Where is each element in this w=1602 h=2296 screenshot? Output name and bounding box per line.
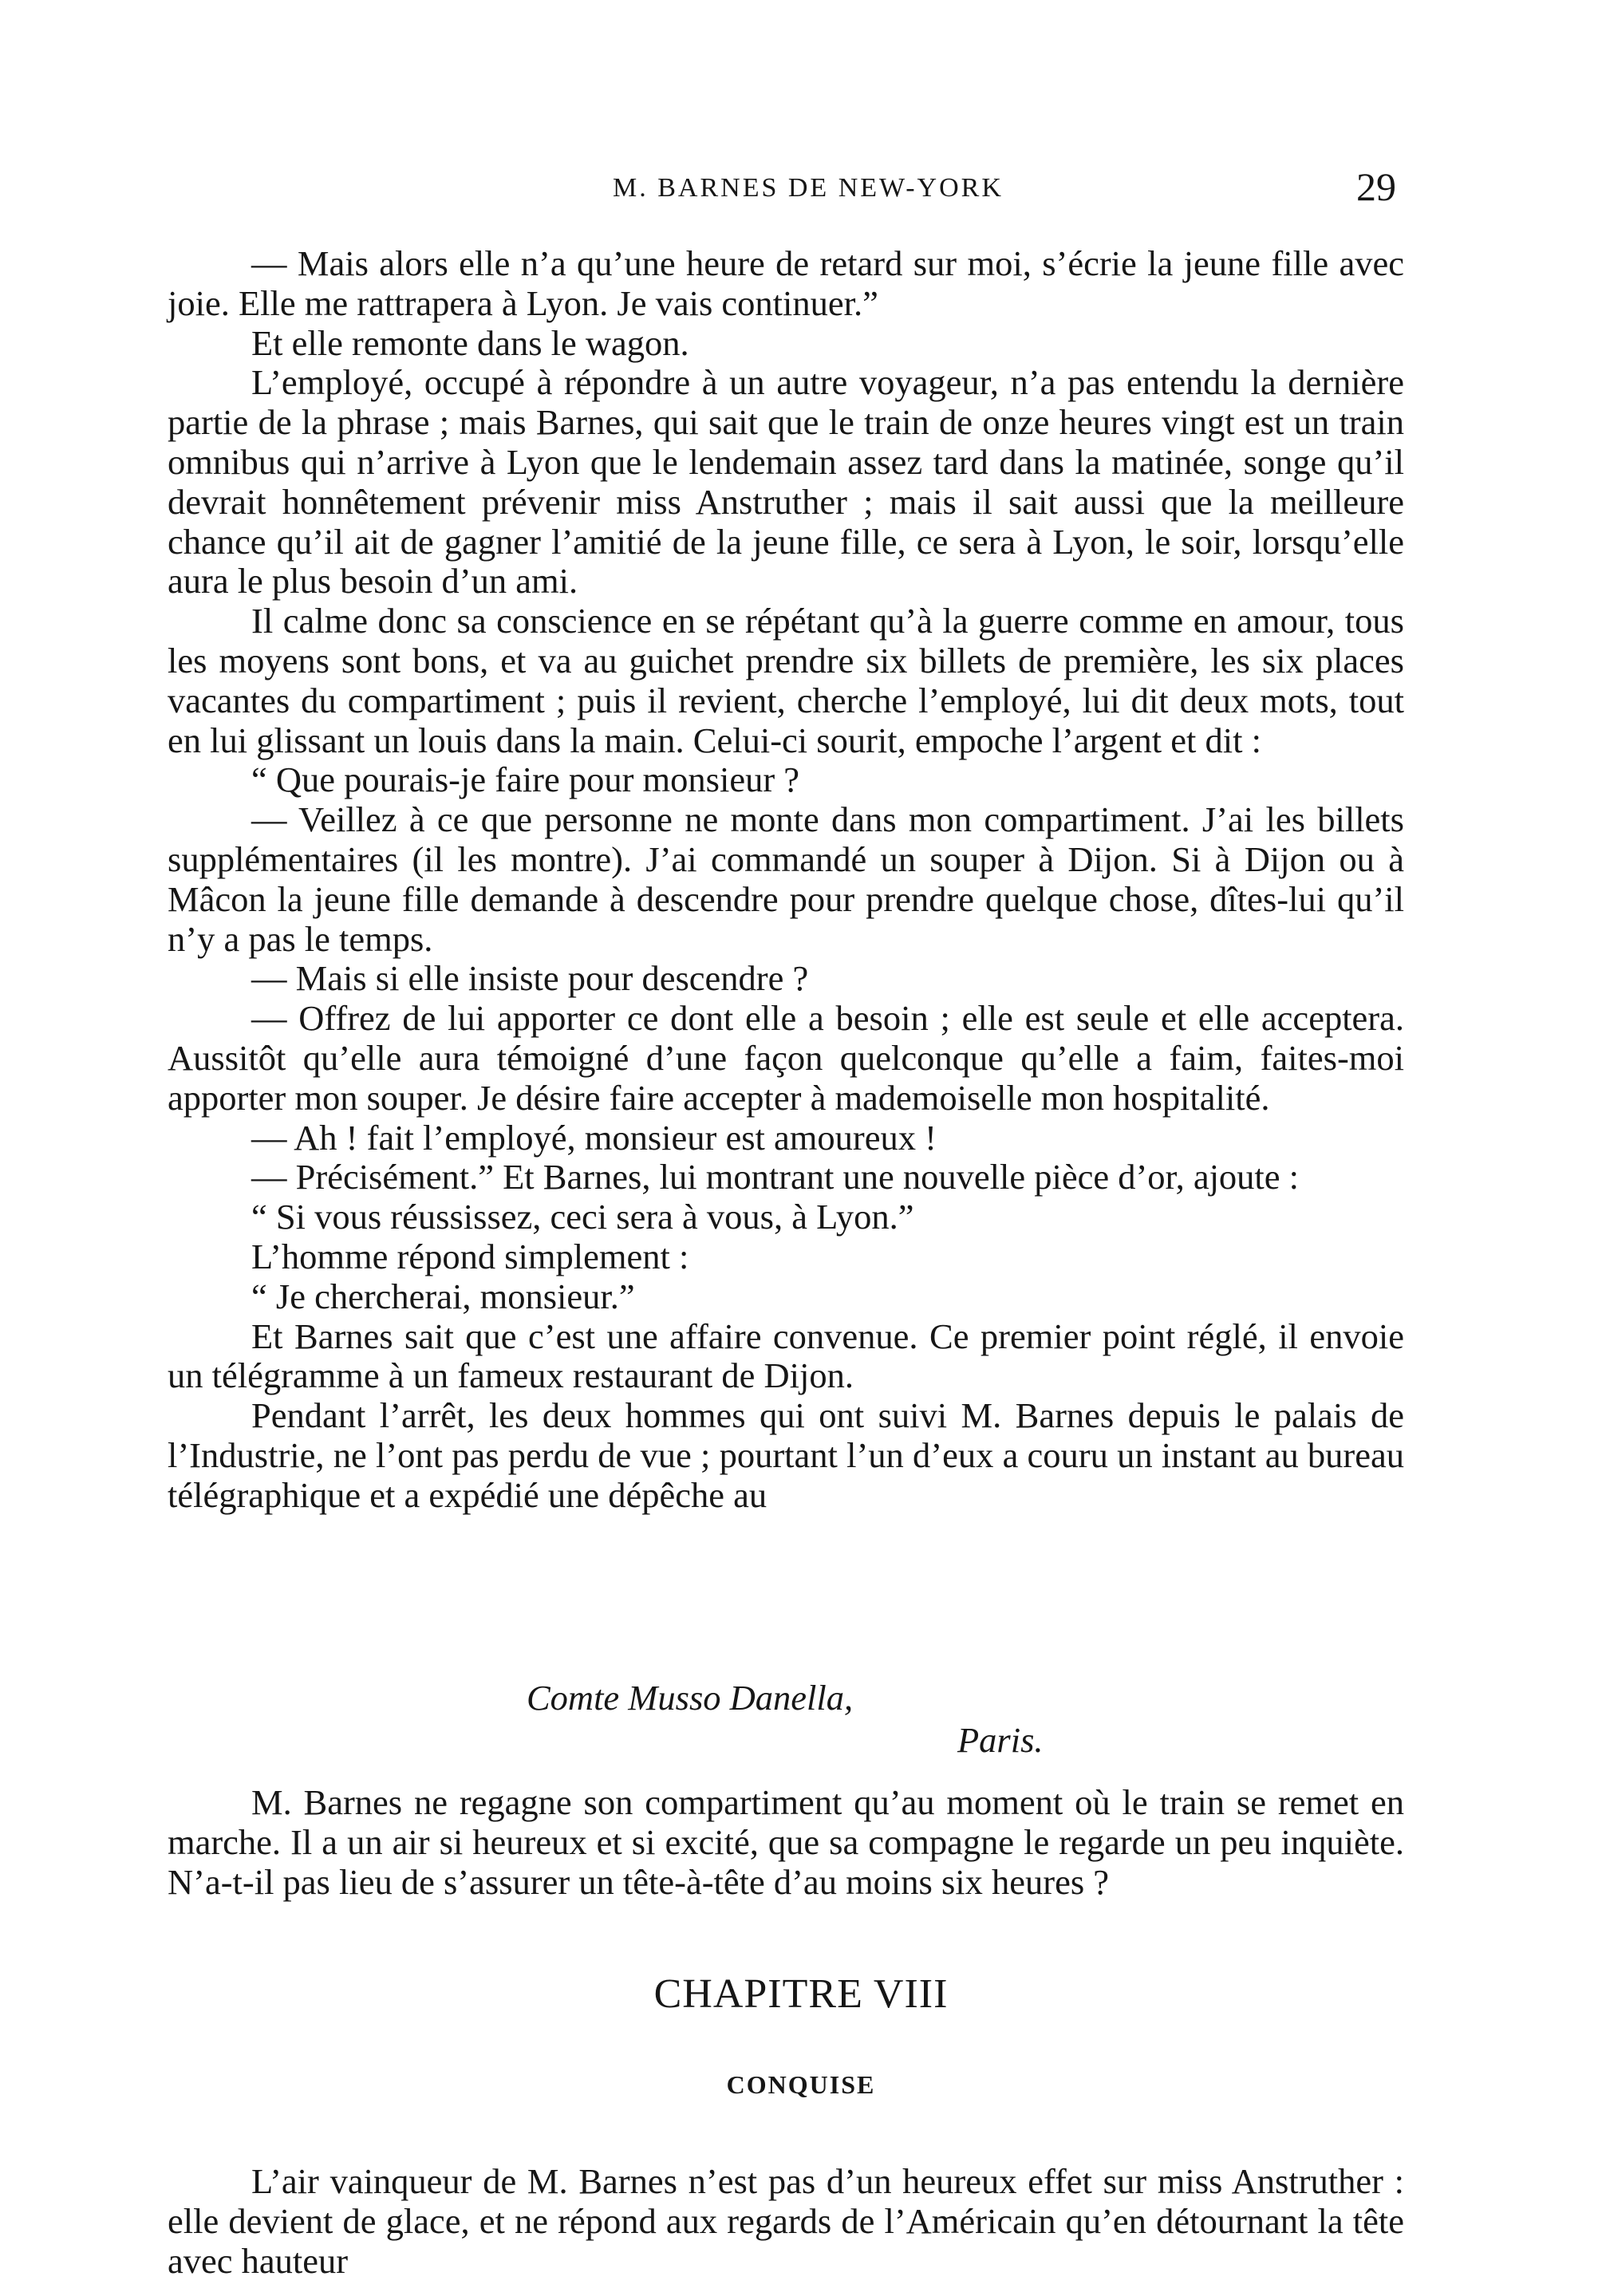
main-text-continued [168, 1783, 1404, 1902]
chapter-text [168, 2162, 1404, 2281]
paragraph: — Veillez à ce que personne ne monte dans mon compartiment. J’ai les billets supplémentaires (il les montre). J’ai commandé un souper à Dijon. Si à Dijon ou à Mâcon la jeune fille demande à descendre pour prendre quelque chose, dîtes-lui qu’il n’y a pas le temps. [168, 799, 1404, 959]
paragraph: Et elle remonte dans le wagon. [251, 322, 689, 363]
main-text [168, 244, 1404, 1516]
paragraph: “ Je chercherai, monsieur.” [251, 1276, 635, 1316]
paragraph: Et Barnes sait que c’est une affaire convenue. Ce premier point réglé, il envoie un télégramme à un fameux restaurant de Dijon. [168, 1316, 1404, 1396]
paragraph: “ Si vous réussissez, ceci sera à vous, à Lyon.” [251, 1197, 914, 1237]
paragraph: — Ah ! fait l’employé, monsieur est amoureux ! [251, 1117, 937, 1158]
paragraph: — Mais alors elle n’a qu’une heure de retard sur moi, s’écrie la jeune fille avec joie. Elle me rattrapera à Lyon. Je vais continuer.” [168, 243, 1404, 323]
paragraph: — Offrez de lui apporter ce dont elle a besoin ; elle est seule et elle acceptera. Aussitôt qu’elle aura témoigné d’une façon quelconque qu’elle a faim, faites-moi apporter mon souper. Je désire faire accepter à mademoiselle mon hospitalité. [168, 998, 1404, 1118]
running-title: M. BARNES DE NEW-YORK [613, 173, 1004, 203]
addressee-name: Comte Musso Danella, [527, 1678, 854, 1718]
paragraph: Il calme donc sa conscience en se répétant qu’à la guerre comme en amour, tous les moyens sont bons, et va au guichet prendre six billets de première, les six places vacantes du compartiment ; puis il revient, cherche l’employé, lui dit deux mots, tout en lui glissant un louis dans la main. Celui-ci sourit, empoche l’argent et dit : [168, 601, 1404, 760]
addressee-city: Paris. [957, 1720, 1044, 1760]
paragraph: M. Barnes ne regagne son compartiment qu’au moment où le train se remet en marche. Il a un air si heureux et si excité, que sa compagne le regarde un peu inquiète. N’a-t-il pas lieu de s’assurer un tête-à-tête d’au moins six heures ? [168, 1782, 1404, 1902]
chapter-title: CHAPITRE VIII [653, 1971, 949, 2017]
paragraph: “ Que pourais-je faire pour monsieur ? [251, 759, 800, 800]
paragraph: — Précisément.” Et Barnes, lui montrant une nouvelle pièce d’or, ajoute : [251, 1157, 1300, 1197]
paragraph: L’air vainqueur de M. Barnes n’est pas d’un heureux effet sur miss Anstruther : elle devient de glace, et ne répond aux regards de l’Américain qu’en détournant la tête avec hauteur [168, 2161, 1404, 2281]
chapter-subtitle: CONQUISE [726, 2070, 876, 2099]
page-header [0, 164, 1602, 211]
paragraph: L’employé, occupé à répondre à un autre voyageur, n’a pas entendu la dernière partie de la phrase ; mais Barnes, qui sait que le train de onze heures vingt est un train omnibus qui n’arrive à Lyon que le lendemain assez tard dans la matinée, songe qu’il devrait honnêtement prévenir miss Anstruther ; mais il sait aussi que la meilleure chance qu’il ait de gagner l’amitié de la jeune fille, ce sera à Lyon, le soir, lorsqu’elle aura le plus besoin d’un ami. [168, 362, 1404, 602]
paragraph: Pendant l’arrêt, les deux hommes qui ont suivi M. Barnes depuis le palais de l’Industrie, ne l’ont pas perdu de vue ; pourtant l’un d’eux a couru un instant au bureau télégraphique et a expédié une dépêche au [168, 1395, 1404, 1515]
paragraph: L’homme répond simplement : [251, 1236, 689, 1276]
paragraph: — Mais si elle insiste pour descendre ? [251, 958, 809, 999]
page-number: 29 [1356, 164, 1396, 209]
